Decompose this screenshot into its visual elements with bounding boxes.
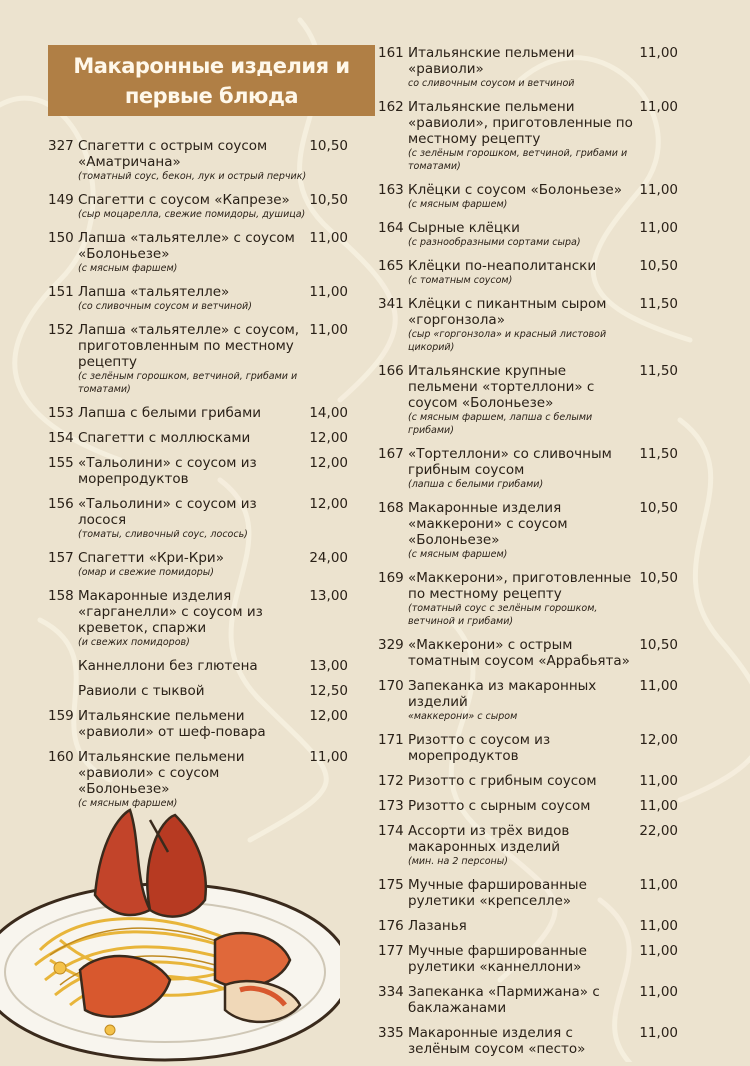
menu-item-body: [408, 877, 638, 909]
menu-item-number: [48, 683, 78, 699]
menu-item-description: (томаты, сливочный соус, лосось): [78, 529, 248, 540]
menu-item-body: [78, 405, 308, 421]
menu-item-name: Ризотто с соусом из морепродуктов: [408, 732, 551, 764]
menu-item-price: 11,00: [639, 45, 678, 61]
menu-item-number: 177: [378, 943, 404, 959]
section-title-line-2: первые блюда: [124, 83, 299, 108]
menu-item-price: 11,00: [639, 918, 678, 934]
menu-item-description: (омар и свежие помидоры): [78, 567, 214, 578]
menu-item-description: (с зелёным горошком, ветчиной, грибами и томатами): [408, 148, 628, 172]
menu-item-number: 160: [48, 749, 74, 765]
menu-item-name: Макаронные изделия «маккерони» с соусом «Болоньезе»: [408, 500, 568, 548]
menu-item-number: 174: [378, 823, 404, 839]
menu-item-body: [408, 45, 638, 90]
menu-item-price: 11,50: [639, 446, 678, 462]
menu-item-name: «Тальолини» с соусом из морепродуктов: [78, 455, 257, 487]
menu-item-price: 10,50: [639, 258, 678, 274]
menu-item: [378, 182, 678, 211]
menu-item-name: Равиоли с тыквой: [78, 683, 205, 699]
menu-item-number: 154: [48, 430, 74, 446]
menu-item: [378, 943, 678, 975]
menu-item-price: 11,00: [309, 284, 348, 300]
menu-item: [48, 192, 348, 221]
menu-item-name: Лазанья: [408, 918, 467, 934]
menu-item-description: (и свежих помидоров): [78, 637, 190, 648]
menu-item-price: 11,00: [639, 773, 678, 789]
menu-item-body: [408, 570, 638, 628]
menu-item-number: 158: [48, 588, 74, 604]
menu-item-body: [408, 918, 638, 934]
menu-item-number: [48, 658, 78, 674]
menu-item-body: [78, 708, 308, 740]
menu-item-price: 10,50: [639, 637, 678, 653]
menu-item-description: (со сливочным соусом и ветчиной): [78, 301, 252, 312]
menu-item-description: (с мясным фаршем): [78, 798, 178, 809]
menu-item: [378, 732, 678, 764]
menu-item-description: (с мясным фаршем): [408, 549, 508, 560]
menu-item-number: 176: [378, 918, 404, 934]
menu-item-number: 155: [48, 455, 74, 471]
menu-item-number: 175: [378, 877, 404, 893]
menu-item-name: Запеканка из макаронных изделий: [408, 678, 597, 710]
menu-item-body: [78, 496, 308, 541]
menu-item-price: 11,00: [639, 182, 678, 198]
menu-item: [48, 405, 348, 421]
menu-item-number: 168: [378, 500, 404, 516]
menu-item-price: 13,00: [309, 658, 348, 674]
menu-item-price: 14,00: [309, 405, 348, 421]
menu-item-number: 335: [378, 1025, 404, 1041]
menu-item-name: Итальянские крупные пельмени «тортеллони» с соусом «Болоньезе»: [408, 363, 595, 411]
menu-item-name: Ризотто с сырным соусом: [408, 798, 591, 814]
menu-item-number: 171: [378, 732, 404, 748]
menu-item-number: 166: [378, 363, 404, 379]
menu-item: [48, 496, 348, 541]
menu-item-number: 156: [48, 496, 74, 512]
menu-item-body: [78, 284, 308, 313]
menu-item-body: [408, 500, 638, 561]
menu-item-name: Лапша «тальятелле»: [78, 284, 230, 300]
menu-item-name: Ризотто с грибным соусом: [408, 773, 597, 789]
menu-item-name: Клёцки по-неаполитански: [408, 258, 597, 274]
menu-item-price: 10,50: [309, 138, 348, 154]
menu-item: [378, 220, 678, 249]
menu-item-name: Спагетти с острым соусом «Аматричана»: [78, 138, 268, 170]
menu-item-description: (с мясным фаршем, лапша с белыми грибами): [408, 412, 593, 436]
menu-item-number: 169: [378, 570, 404, 586]
menu-item-body: [408, 296, 638, 354]
menu-item-price: 11,00: [639, 798, 678, 814]
menu-item: [378, 363, 678, 437]
menu-item-body: [408, 363, 638, 437]
menu-item-body: [408, 823, 638, 868]
menu-item: [378, 99, 678, 173]
menu-item-description: (с мясным фаршем): [78, 263, 178, 274]
menu-item-body: [408, 1025, 638, 1057]
menu-item-name: Ассорти из трёх видов макаронных изделий: [408, 823, 570, 855]
menu-item-body: [408, 446, 638, 491]
menu-item-number: 165: [378, 258, 404, 274]
menu-item-body: [408, 732, 638, 764]
menu-item-description: (лапша с белыми грибами): [408, 479, 544, 490]
menu-item-price: 12,50: [309, 683, 348, 699]
menu-item-name: Итальянские пельмени «равиоли»: [408, 45, 575, 77]
menu-item-number: 162: [378, 99, 404, 115]
menu-item: [48, 138, 348, 183]
menu-item-price: 10,50: [309, 192, 348, 208]
menu-item-name: «Маккерони» с острым томатным соусом «Аррабьята»: [408, 637, 630, 669]
menu-item-number: 159: [48, 708, 74, 724]
menu-item: [48, 284, 348, 313]
menu-item-body: [78, 683, 308, 699]
menu-item: [48, 322, 348, 396]
menu-item-description: (томатный соус, бекон, лук и острый перчик): [78, 171, 307, 182]
menu-item-name: Лапша с белыми грибами: [78, 405, 262, 421]
menu-item-price: 11,00: [639, 1025, 678, 1041]
menu-item-number: 163: [378, 182, 404, 198]
menu-item: [48, 683, 348, 699]
menu-item-price: 12,00: [309, 430, 348, 446]
menu-item-number: 170: [378, 678, 404, 694]
menu-item-description: (сыр моцарелла, свежие помидоры, душица): [78, 209, 306, 220]
menu-item-name: Итальянские пельмени «равиоли», приготовленные по местному рецепту: [408, 99, 633, 147]
menu-item-price: 11,00: [639, 99, 678, 115]
menu-item: [378, 570, 678, 628]
menu-item-name: Клёцки с соусом «Болоньезе»: [408, 182, 622, 198]
menu-item-name: Макаронные изделия «гарганелли» с соусом из креветок, спаржи: [78, 588, 263, 636]
menu-item-price: 11,50: [639, 363, 678, 379]
menu-item: [48, 550, 348, 579]
menu-item-price: 22,00: [639, 823, 678, 839]
menu-item-body: [78, 138, 308, 183]
menu-item: [48, 658, 348, 674]
menu-item: [378, 45, 678, 90]
menu-item-name: Макаронные изделия с зелёным соусом «песто»: [408, 1025, 586, 1057]
menu-item: [48, 230, 348, 275]
menu-item-body: [78, 192, 308, 221]
menu-item-description: (с зелёным горошком, ветчиной, грибами и томатами): [78, 371, 298, 395]
menu-item-price: 11,00: [309, 322, 348, 338]
menu-item-price: 12,00: [309, 455, 348, 471]
menu-item-price: 11,00: [639, 943, 678, 959]
menu-item-price: 12,00: [309, 496, 348, 512]
menu-item-number: 161: [378, 45, 404, 61]
menu-item-price: 24,00: [309, 550, 348, 566]
menu-item-number: 151: [48, 284, 74, 300]
right-menu-column: [378, 45, 678, 1066]
menu-item-price: 11,00: [639, 220, 678, 236]
menu-item-body: [408, 678, 638, 723]
menu-item: [378, 773, 678, 789]
menu-item: [378, 1025, 678, 1057]
menu-item-number: 153: [48, 405, 74, 421]
menu-item-description: (мин. на 2 персоны): [408, 856, 508, 867]
menu-item-number: 167: [378, 446, 404, 462]
menu-item: [378, 637, 678, 669]
menu-item-name: Спагетти с соусом «Капрезе»: [78, 192, 290, 208]
lobster-spaghetti-illustration: [0, 800, 340, 1062]
section-title-banner: [48, 45, 375, 116]
menu-item-name: Запеканка «Пармижана» с баклажанами: [408, 984, 600, 1016]
menu-item-price: 11,00: [639, 877, 678, 893]
menu-item-description: «маккерони» с сыром: [408, 711, 518, 722]
menu-item: [48, 455, 348, 487]
menu-item: [378, 258, 678, 287]
menu-item-number: 152: [48, 322, 74, 338]
menu-item-price: 11,00: [309, 230, 348, 246]
menu-item-body: [78, 230, 308, 275]
menu-item: [378, 678, 678, 723]
menu-item-body: [408, 943, 638, 975]
menu-item-name: Сырные клёцки: [408, 220, 520, 236]
menu-item-body: [408, 99, 638, 173]
menu-item: [48, 430, 348, 446]
menu-item-name: Итальянские пельмени «равиоли» от шеф-повара: [78, 708, 266, 740]
menu-item: [378, 823, 678, 868]
menu-item-number: 157: [48, 550, 74, 566]
menu-item-name: «Тальолини» с соусом из лосося: [78, 496, 257, 528]
menu-item: [378, 877, 678, 909]
menu-item-body: [78, 588, 308, 649]
menu-item-price: 10,50: [639, 500, 678, 516]
menu-item-price: 11,00: [639, 678, 678, 694]
menu-item-description: (томатный соус с зелёным горошком, ветчиной и грибами): [408, 603, 598, 627]
menu-item-name: Мучные фаршированные рулетики «каннеллони»: [408, 943, 587, 975]
menu-item-name: Спагетти «Кри-Кри»: [78, 550, 224, 566]
menu-item-body: [408, 773, 638, 789]
left-menu-column: [48, 138, 348, 819]
menu-item-name: Клёцки с пикантным сыром «горгонзола»: [408, 296, 607, 328]
menu-item-number: 150: [48, 230, 74, 246]
menu-item-name: Итальянские пельмени «равиоли» с соусом «Болоньезе»: [78, 749, 245, 797]
menu-item-body: [408, 637, 638, 669]
menu-item-name: Каннеллони без глютена: [78, 658, 258, 674]
menu-item-description: (сыр «горгонзола» и красный листовой цикорий): [408, 329, 607, 353]
menu-item-description: (с томатным соусом): [408, 275, 513, 286]
menu-item-number: 172: [378, 773, 404, 789]
menu-item-name: Лапша «тальятелле» с соусом «Болоньезе»: [78, 230, 295, 262]
menu-item-number: 334: [378, 984, 404, 1000]
menu-item-number: 164: [378, 220, 404, 236]
menu-item: [378, 296, 678, 354]
menu-item-price: 13,00: [309, 588, 348, 604]
menu-item-name: Лапша «тальятелле» с соусом, приготовленным по местному рецепту: [78, 322, 300, 370]
menu-item: [378, 984, 678, 1016]
menu-item-body: [78, 430, 308, 446]
menu-item-body: [408, 258, 638, 287]
menu-item-description: со сливочным соусом и ветчиной: [408, 78, 575, 89]
menu-item-description: (с мясным фаршем): [408, 199, 508, 210]
menu-item-price: 11,00: [309, 749, 348, 765]
menu-item: [378, 500, 678, 561]
menu-item: [48, 588, 348, 649]
menu-item-price: 10,50: [639, 570, 678, 586]
menu-item-name: Спагетти с моллюсками: [78, 430, 251, 446]
menu-item-body: [78, 658, 308, 674]
menu-item-body: [78, 455, 308, 487]
menu-item-price: 11,50: [639, 296, 678, 312]
menu-item-description: (с разнообразными сортами сыра): [408, 237, 581, 248]
section-title-line-1: Макаронные изделия и: [73, 53, 350, 78]
menu-item-number: 329: [378, 637, 404, 653]
menu-item-body: [78, 550, 308, 579]
menu-item-name: Мучные фаршированные рулетики «крепселле»: [408, 877, 587, 909]
menu-item-body: [408, 220, 638, 249]
menu-item: [378, 446, 678, 491]
menu-item-body: [408, 984, 638, 1016]
menu-item: [48, 708, 348, 740]
menu-item-body: [78, 322, 308, 396]
menu-item: [378, 918, 678, 934]
menu-item-price: 12,00: [639, 732, 678, 748]
menu-item-number: 149: [48, 192, 74, 208]
menu-item-name: «Тортеллони» со сливочным грибным соусом: [408, 446, 612, 478]
menu-item-body: [408, 182, 638, 211]
menu-item-price: 12,00: [309, 708, 348, 724]
menu-item-price: 11,00: [639, 984, 678, 1000]
menu-item: [378, 798, 678, 814]
menu-item-number: 327: [48, 138, 74, 154]
menu-item-number: 173: [378, 798, 404, 814]
menu-item-body: [408, 798, 638, 814]
menu-item-number: 341: [378, 296, 404, 312]
menu-item-name: «Маккерони», приготовленные по местному рецепту: [408, 570, 632, 602]
